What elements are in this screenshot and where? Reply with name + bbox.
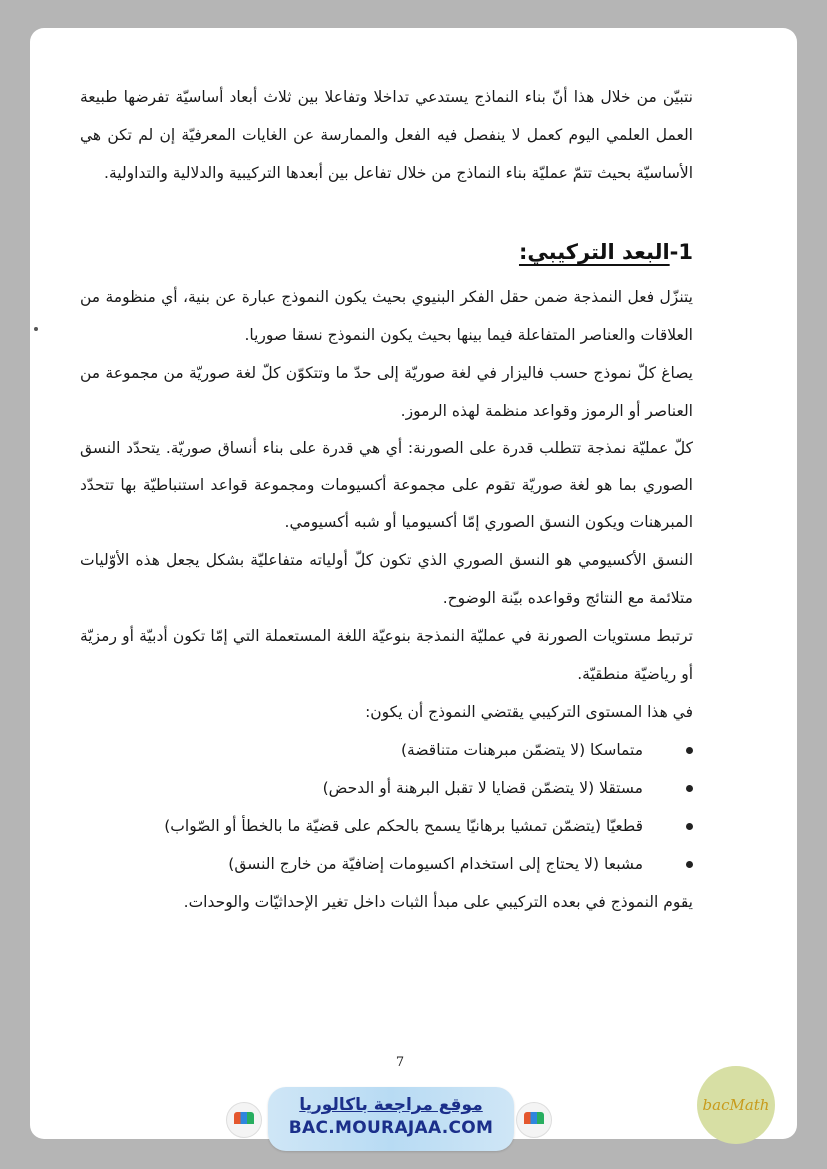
page-number: 7 [395,1055,405,1070]
book-logo-icon [516,1102,552,1138]
list-item: متماسكا (لا يتضمّن مبرهنات متناقضة) [80,731,693,769]
document-body [80,78,693,921]
brand-arabic: موقع مراجعة باكالوريا [299,1095,483,1115]
section-title: البعد التركيبي: [518,240,670,264]
list-item: قطعيّا (يتضمّن تمشيا برهانيّا يسمح بالحكم على قضيّة ما بالخطأ أو الصّواب) [80,807,693,845]
bullet-icon [686,861,693,868]
margin-mark [34,327,38,331]
bullet-icon [686,785,693,792]
bacmath-logo: bacMath [697,1066,775,1144]
book-logo-icon [226,1102,262,1138]
paragraph-5: ترتبط مستويات الصورنة في عمليّة النمذجة بنوعيّة اللغة المستعملة التي إمّا تكون أدبيّة أو رمزيّة أو رياضيّة منطقيّة. [80,627,693,683]
bullet-icon [686,823,693,830]
section-heading [80,232,693,272]
site-banner-link[interactable] [268,1087,514,1151]
brand-url: BAC.MOURAJAA.COM [288,1118,494,1138]
paragraph-2: يصاغ كلّ نموذج حسب فاليزار في لغة صوريّة إلى حدّ ما وتتكوّن كلّ لغة صوريّة من مجموعة من العناصر أو الرموز وقواعد منظمة لهذه الرموز. [80,364,693,420]
paragraph-6: في هذا المستوى التركيبي يقتضي النموذج أن يكون: [365,703,693,721]
list-item: مشبعا (لا يحتاج إلى استخدام اكسيومات إضافيّة من خارج النسق) [80,845,693,883]
paragraph-3: كلّ عمليّة نمذجة تتطلب قدرة على الصورنة: أي هي قدرة على بناء أنساق صوريّة. يتحدّد النسق الصوري بما هو لغة صوريّة تقوم على مجموعة أكسيومات ومجموعة قواعد استنباطيّة بها تتحدّد المبرهنات ويكون النسق الصوري إمّا أكسيوميا أو شبه أكسيومي. [80,439,693,531]
requirements-list [80,731,693,883]
intro-paragraph: نتبيّن من خلال هذا أنّ بناء النماذج يستدعي تداخلا وتفاعلا بين ثلاث أبعاد أساسيّة تفرضها طبيعة العمل العلمي اليوم كعمل لا ينفصل فيه الفعل والممارسة عن الغايات المعرفيّة إن لم تكن هي الأساسيّة بحيث تتمّ عمليّة بناء النماذج من خلال تفاعل بين أبعدها التركيبية والدلالية والتداولية. [80,88,693,182]
closing-paragraph: يقوم النموذج في بعده التركيبي على مبدأ الثبات داخل تغير الإحداثيّات والوحدات. [183,893,693,911]
bullet-icon [686,747,693,754]
paragraph-1: يتنزّل فعل النمذجة ضمن حقل الفكر البنيوي بحيث يكون النموذج عبارة عن بنية، أي منظومة من العلاقات والعناصر المتفاعلة فيما بينها بحيث يكون النموذج نسقا صوريا. [80,288,693,344]
viewer-top-frame [0,0,827,28]
section-number: 1- [669,240,693,264]
list-item: مستقلا (لا يتضمّن قضايا لا تقبل البرهنة أو الدحض) [80,769,693,807]
paragraph-4: النسق الأكسيومي هو النسق الصوري الذي تكون كلّ أولياته متفاعليّة بشكل يجعل هذه الأوّليات متلائمة مع النتائج وقواعده بيّنة الوضوح. [80,551,693,607]
